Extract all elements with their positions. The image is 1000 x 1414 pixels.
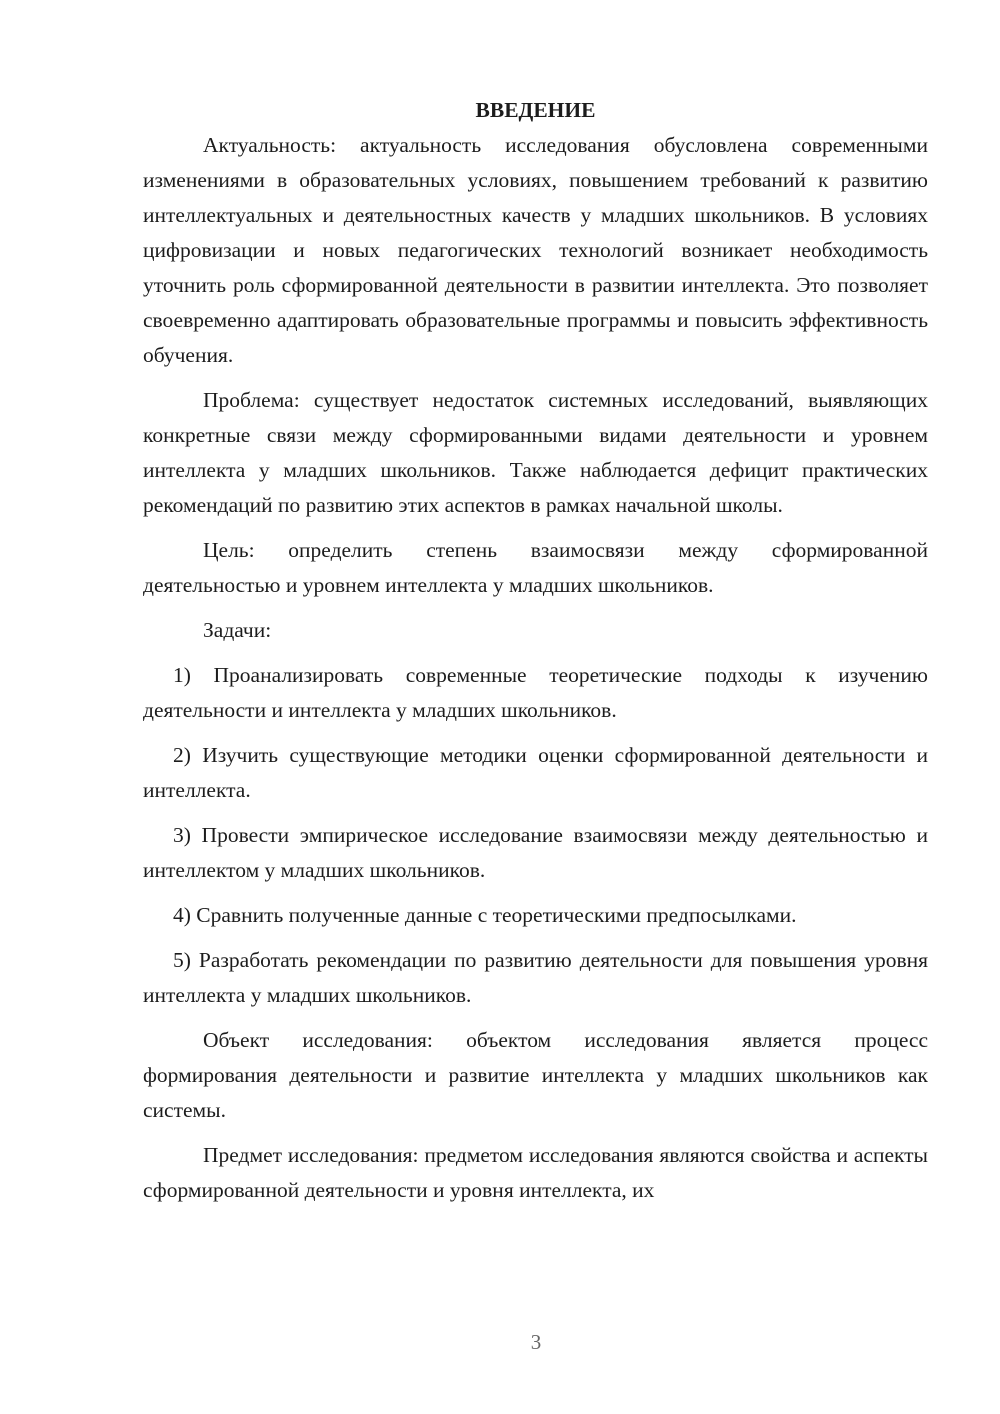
paragraph-relevance: Актуальность: актуальность исследования обусловлена современными изменениями в образовательных условиях, повышением требований к развитию интеллектуальных и деятельностных качеств у младших школьников. В условиях цифровизации и новых педагогических технологий возникает необходимость уточнить роль сформированной деятельности в развитии интеллекта. Это позволяет своевременно адаптировать образовательные программы и повысить эффективность обучения.: [143, 133, 928, 367]
task-item: 5) Разработать рекомендации по развитию деятельности для повышения уровня интеллекта у младших школьников.: [143, 948, 928, 1007]
task-item: 1) Проанализировать современные теоретические подходы к изучению деятельности и интеллекта у младших школьников.: [143, 663, 928, 722]
task-item: 4) Сравнить полученные данные с теоретическими предпосылками.: [173, 903, 797, 927]
page-number: 3: [530, 1330, 542, 1354]
tasks-list: [143, 658, 928, 1013]
paragraph-problem: Проблема: существует недостаток системных исследований, выявляющих конкретные связи между сформированными видами деятельности и уровнем интеллекта у младших школьников. Также наблюдается дефицит практических рекомендаций по развитию этих аспектов в рамках начальной школы.: [143, 388, 928, 517]
tasks-heading: Задачи:: [203, 618, 272, 642]
task-item: 2) Изучить существующие методики оценки сформированной деятельности и интеллекта.: [143, 743, 928, 802]
section-title: ВВЕДЕНИЕ: [475, 98, 596, 122]
page-body: [143, 92, 928, 1208]
paragraph-subject: Предмет исследования: предметом исследования являются свойства и аспекты сформированной деятельности и уровня интеллекта, их: [143, 1143, 928, 1202]
paragraph-goal: Цель: определить степень взаимосвязи между сформированной деятельностью и уровнем интеллекта у младших школьников.: [143, 538, 928, 597]
task-item: 3) Провести эмпирическое исследование взаимосвязи между деятельностью и интеллектом у младших школьников.: [143, 823, 928, 882]
paragraph-object: Объект исследования: объектом исследования является процесс формирования деятельности и развитие интеллекта у младших школьников как системы.: [143, 1028, 928, 1122]
